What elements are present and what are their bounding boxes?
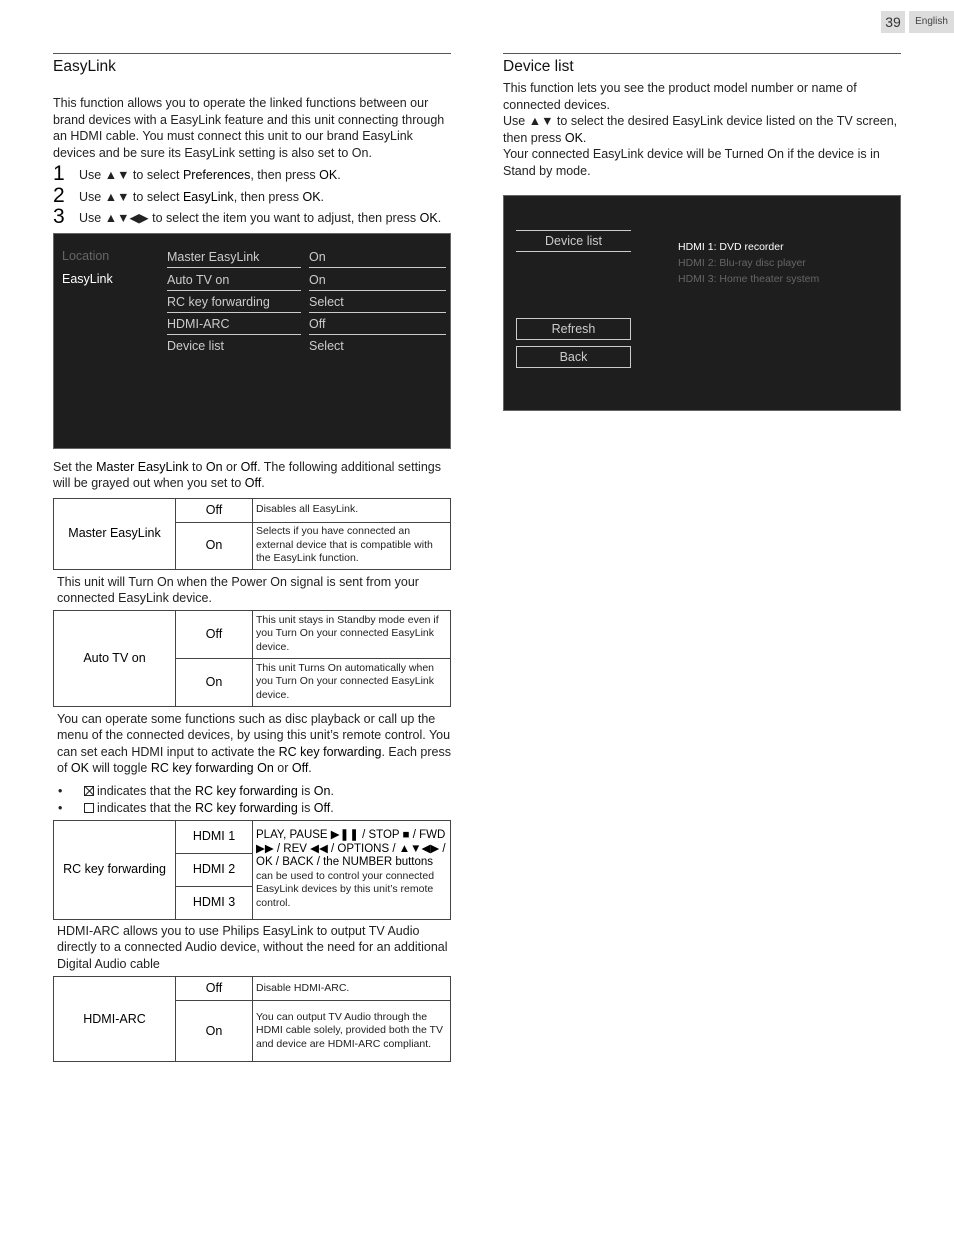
option-hdmi1: HDMI 1: [176, 820, 253, 853]
table-label: Auto TV on: [54, 610, 176, 706]
step-text: , then press: [250, 168, 320, 182]
steps-list: [53, 162, 451, 228]
term: On: [205, 459, 223, 474]
device-list-note: Your connected EasyLink device will be Turned On if the device is in Stand by mode.: [503, 147, 880, 178]
option-hdmi2: HDMI 2: [176, 853, 253, 886]
checked-box-icon: [84, 786, 94, 796]
easylink-menu-screen: [53, 233, 451, 449]
term: RC key forwarding: [194, 801, 298, 815]
bullet: •: [58, 801, 63, 815]
text: .: [330, 783, 334, 798]
device-list-section: [503, 53, 901, 411]
text: .: [330, 801, 334, 815]
back-button[interactable]: Back: [516, 346, 631, 368]
text: indicates that the: [97, 801, 195, 815]
step-key: EasyLink: [182, 189, 234, 204]
text: can be used to control your connected EasyLink devices by this unit’s remote control.: [256, 869, 435, 909]
table-label: RC key forwarding: [54, 820, 176, 919]
device-list-heading[interactable]: Device list: [516, 230, 631, 252]
step-2: [53, 183, 451, 207]
text: .: [582, 130, 587, 145]
checkbox-legend: [53, 783, 451, 817]
option-off: Off: [176, 977, 253, 1001]
section-title: EasyLink: [53, 58, 116, 75]
menu-row-master-easylink[interactable]: [167, 246, 446, 268]
text: indicates that the: [97, 783, 195, 798]
step-text: Use ▲▼◀▶ to select the item you want to adjust, then press: [79, 211, 420, 225]
legend-item-off: [53, 800, 451, 817]
term: OK: [564, 130, 583, 145]
bullet: •: [58, 783, 63, 798]
option-on: On: [176, 522, 253, 569]
master-easylink-text: [53, 459, 451, 492]
refresh-button[interactable]: Refresh: [516, 318, 631, 340]
option-description: Disables all EasyLink.: [253, 498, 451, 522]
text: . Each press of: [57, 744, 451, 775]
term: Off: [240, 459, 258, 474]
step-text: , then press: [233, 189, 303, 204]
option-on: On: [176, 658, 253, 706]
term: RC key forwarding On: [150, 761, 274, 775]
option-off: Off: [176, 498, 253, 522]
option-description: This unit stays in Standby mode even if you Turn On your connected EasyLink device.: [253, 610, 451, 658]
page-number: 39: [881, 11, 905, 33]
step-1: [53, 162, 451, 185]
menu-item-value: Select: [309, 338, 344, 353]
menu-item-name: Device list: [167, 338, 224, 353]
step-key: OK: [302, 189, 321, 204]
text: . The following additional settings will be grayed out when you set to: [53, 459, 441, 490]
language-tab: English: [909, 11, 954, 33]
step-key: OK: [419, 211, 438, 225]
device-list-intro: This function lets you see the product model number or name of connected devices.: [503, 81, 857, 112]
step-key: OK: [319, 168, 338, 182]
text: You can operate some functions such as disc playback or call up the menu of the connected devices, by using this unit’s remote control. You can set each HDMI input to activate the: [57, 711, 451, 759]
hdmi-arc-table: [53, 976, 451, 1062]
menu-row-hdmi-arc[interactable]: [167, 313, 446, 335]
step-number: 1: [53, 162, 65, 185]
option-off: Off: [176, 610, 253, 658]
step-key: Preferences: [182, 168, 251, 182]
menu-item-value: Off: [309, 313, 446, 335]
option-description: Selects if you have connected an external device that is compatible with the EasyLink function.: [253, 522, 451, 569]
text: .: [261, 476, 265, 490]
option-description: This unit Turns On automatically when you Turn On your connected EasyLink device.: [253, 658, 451, 706]
step-3: [53, 205, 451, 228]
step-text: Use ▲▼ to select: [79, 168, 183, 182]
step-number: 2: [53, 183, 65, 207]
term: Off: [244, 476, 262, 490]
menu-item-name: HDMI-ARC: [167, 313, 301, 335]
option-description: Disable HDMI-ARC.: [253, 977, 451, 1001]
rc-key-text: [53, 711, 451, 777]
master-easylink-table: [53, 498, 451, 570]
empty-box-icon: [84, 803, 94, 813]
option-on: On: [176, 1001, 253, 1062]
device-list-usage: [503, 113, 901, 146]
remote-keys: PLAY, PAUSE ▶❚❚ / STOP ■ / FWD ▶▶ / REV ◀◀ / OPTIONS / ▲▼◀▶ / OK / BACK / the NUMBER buttons: [256, 829, 446, 868]
text: .: [308, 761, 312, 775]
device-item-hdmi2[interactable]: HDMI 2: Blu-ray disc player: [678, 257, 806, 269]
menu-row-rc-key-forwarding[interactable]: [167, 291, 446, 313]
text: is: [297, 783, 314, 798]
step-number: 3: [53, 205, 65, 228]
term: Off: [313, 801, 331, 815]
menu-item-value: Select: [309, 291, 446, 313]
device-item-hdmi3[interactable]: HDMI 3: Home theater system: [678, 273, 820, 285]
rc-key-forwarding-table: [53, 820, 451, 920]
term: Off: [291, 761, 309, 775]
menu-row-device-list[interactable]: [167, 335, 446, 357]
step-text: .: [337, 168, 341, 182]
table-label: Master EasyLink: [54, 498, 176, 569]
auto-tv-text: This unit will Turn On when the Power On signal is sent from your connected EasyLink device.: [57, 574, 419, 605]
text: or: [273, 761, 292, 775]
text: to: [188, 459, 206, 474]
menu-location: Location: [62, 248, 110, 263]
table-label: HDMI-ARC: [54, 977, 176, 1062]
section-title: Device list: [503, 58, 574, 75]
hdmi-arc-text: HDMI-ARC allows you to use Philips EasyLink to output TV Audio directly to a connected Audio device, without the need for an additional Digital Audio cable: [57, 923, 448, 971]
menu-item-value: On: [309, 246, 446, 268]
option-hdmi3: HDMI 3: [176, 886, 253, 919]
term: Master EasyLink: [96, 459, 189, 474]
menu-category[interactable]: EasyLink: [62, 271, 113, 286]
text: or: [222, 459, 241, 474]
auto-tv-table: [53, 610, 451, 707]
step-text: Use ▲▼ to select: [79, 189, 183, 204]
text: will toggle: [88, 761, 151, 775]
text: Use ▲▼ to select the desired EasyLink device listed on the TV screen, then press: [503, 114, 898, 145]
text: Set the: [53, 459, 97, 474]
menu-item-value: On: [309, 269, 446, 291]
term: On: [313, 783, 331, 798]
easylink-section: [53, 53, 451, 1062]
step-text: .: [320, 189, 325, 204]
text: is: [297, 801, 314, 815]
device-list-screen: [503, 195, 901, 411]
menu-item-name: Auto TV on: [167, 269, 301, 291]
menu-row-auto-tv-on[interactable]: [167, 269, 446, 291]
menu-item-name: Master EasyLink: [167, 246, 301, 268]
option-description: You can output TV Audio through the HDMI cable solely, provided both the TV and device are HDMI-ARC compliant.: [253, 1001, 451, 1062]
option-description: [253, 820, 451, 919]
menu-item-name: RC key forwarding: [167, 291, 301, 313]
intro-paragraph: This function allows you to operate the linked functions between our brand devices with a EasyLink feature and this unit connecting through an HDMI cable. You must connect this unit to our brand EasyLink devices and be sure its EasyLink setting is also set to On.: [53, 96, 445, 160]
step-text: .: [437, 211, 442, 225]
term: RC key forwarding: [278, 744, 382, 759]
legend-item-on: [53, 783, 451, 800]
device-item-hdmi1[interactable]: HDMI 1: DVD recorder: [678, 241, 784, 253]
term: RC key forwarding: [194, 783, 298, 798]
term: OK: [70, 761, 89, 775]
